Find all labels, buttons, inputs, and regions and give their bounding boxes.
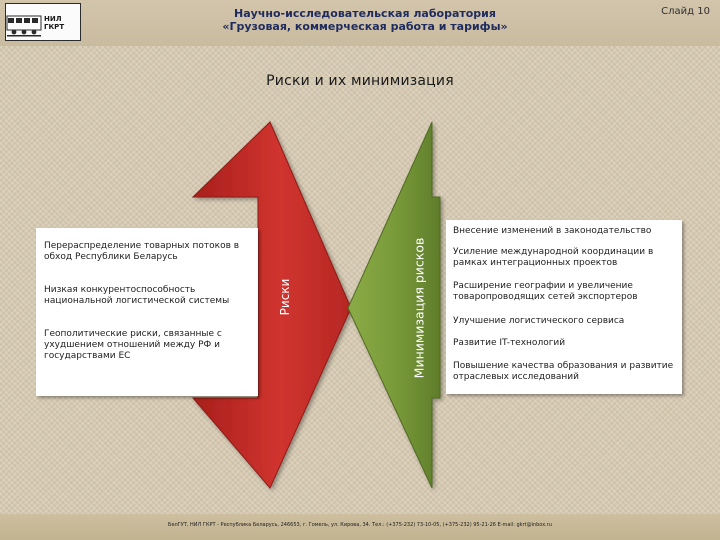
mitigation-item-6: Повышение качества образования и развитие отраслевых исследований	[453, 361, 674, 382]
mitigation-label: Минимизация рисков	[411, 237, 427, 379]
risk-item-1: Перераспределение товарных потоков в обход Республики Беларусь	[44, 241, 240, 262]
mitigation-box	[446, 220, 682, 394]
footer-contacts: БелГУТ, НИЛ ГКРТ - Республика Беларусь, 246653, г. Гомель, ул. Кирова, 34. Тел.: (+375-232) 73-10-05, (+375-232) 95-21-26 E-mail: gkrt@inbox.ru	[168, 522, 552, 528]
mitigation-item-4: Улучшение логистического сервиса	[453, 316, 625, 326]
risk-item-3: Геополитические риски, связанные с ухудшением отношений между РФ и государствами ЕС	[44, 329, 222, 361]
mitigation-item-5: Развитие IT-технологий	[453, 338, 566, 348]
section-title: Риски и их минимизация	[266, 73, 454, 89]
mitigation-item-2: Усиление международной координации в рамках интеграционных проектов	[453, 247, 654, 268]
logo-text: НИЛ ГКРТ	[44, 15, 65, 31]
risks-box	[36, 228, 258, 396]
risks-label: Риски	[278, 278, 292, 316]
header-title-line2: «Грузовая, коммерческая работа и тарифы»	[222, 20, 508, 33]
mitigation-item-1: Внесение изменений в законодательство	[453, 226, 652, 236]
header-title-line1: Научно-исследовательская лаборатория	[234, 7, 496, 20]
mitigation-item-3: Расширение географии и увеличение товаропроводящих сетей экспортеров	[453, 281, 638, 302]
slide-number: Слайд 10	[661, 6, 710, 17]
risk-item-2: Низкая конкурентоспособность национальной логистической системы	[44, 285, 230, 306]
